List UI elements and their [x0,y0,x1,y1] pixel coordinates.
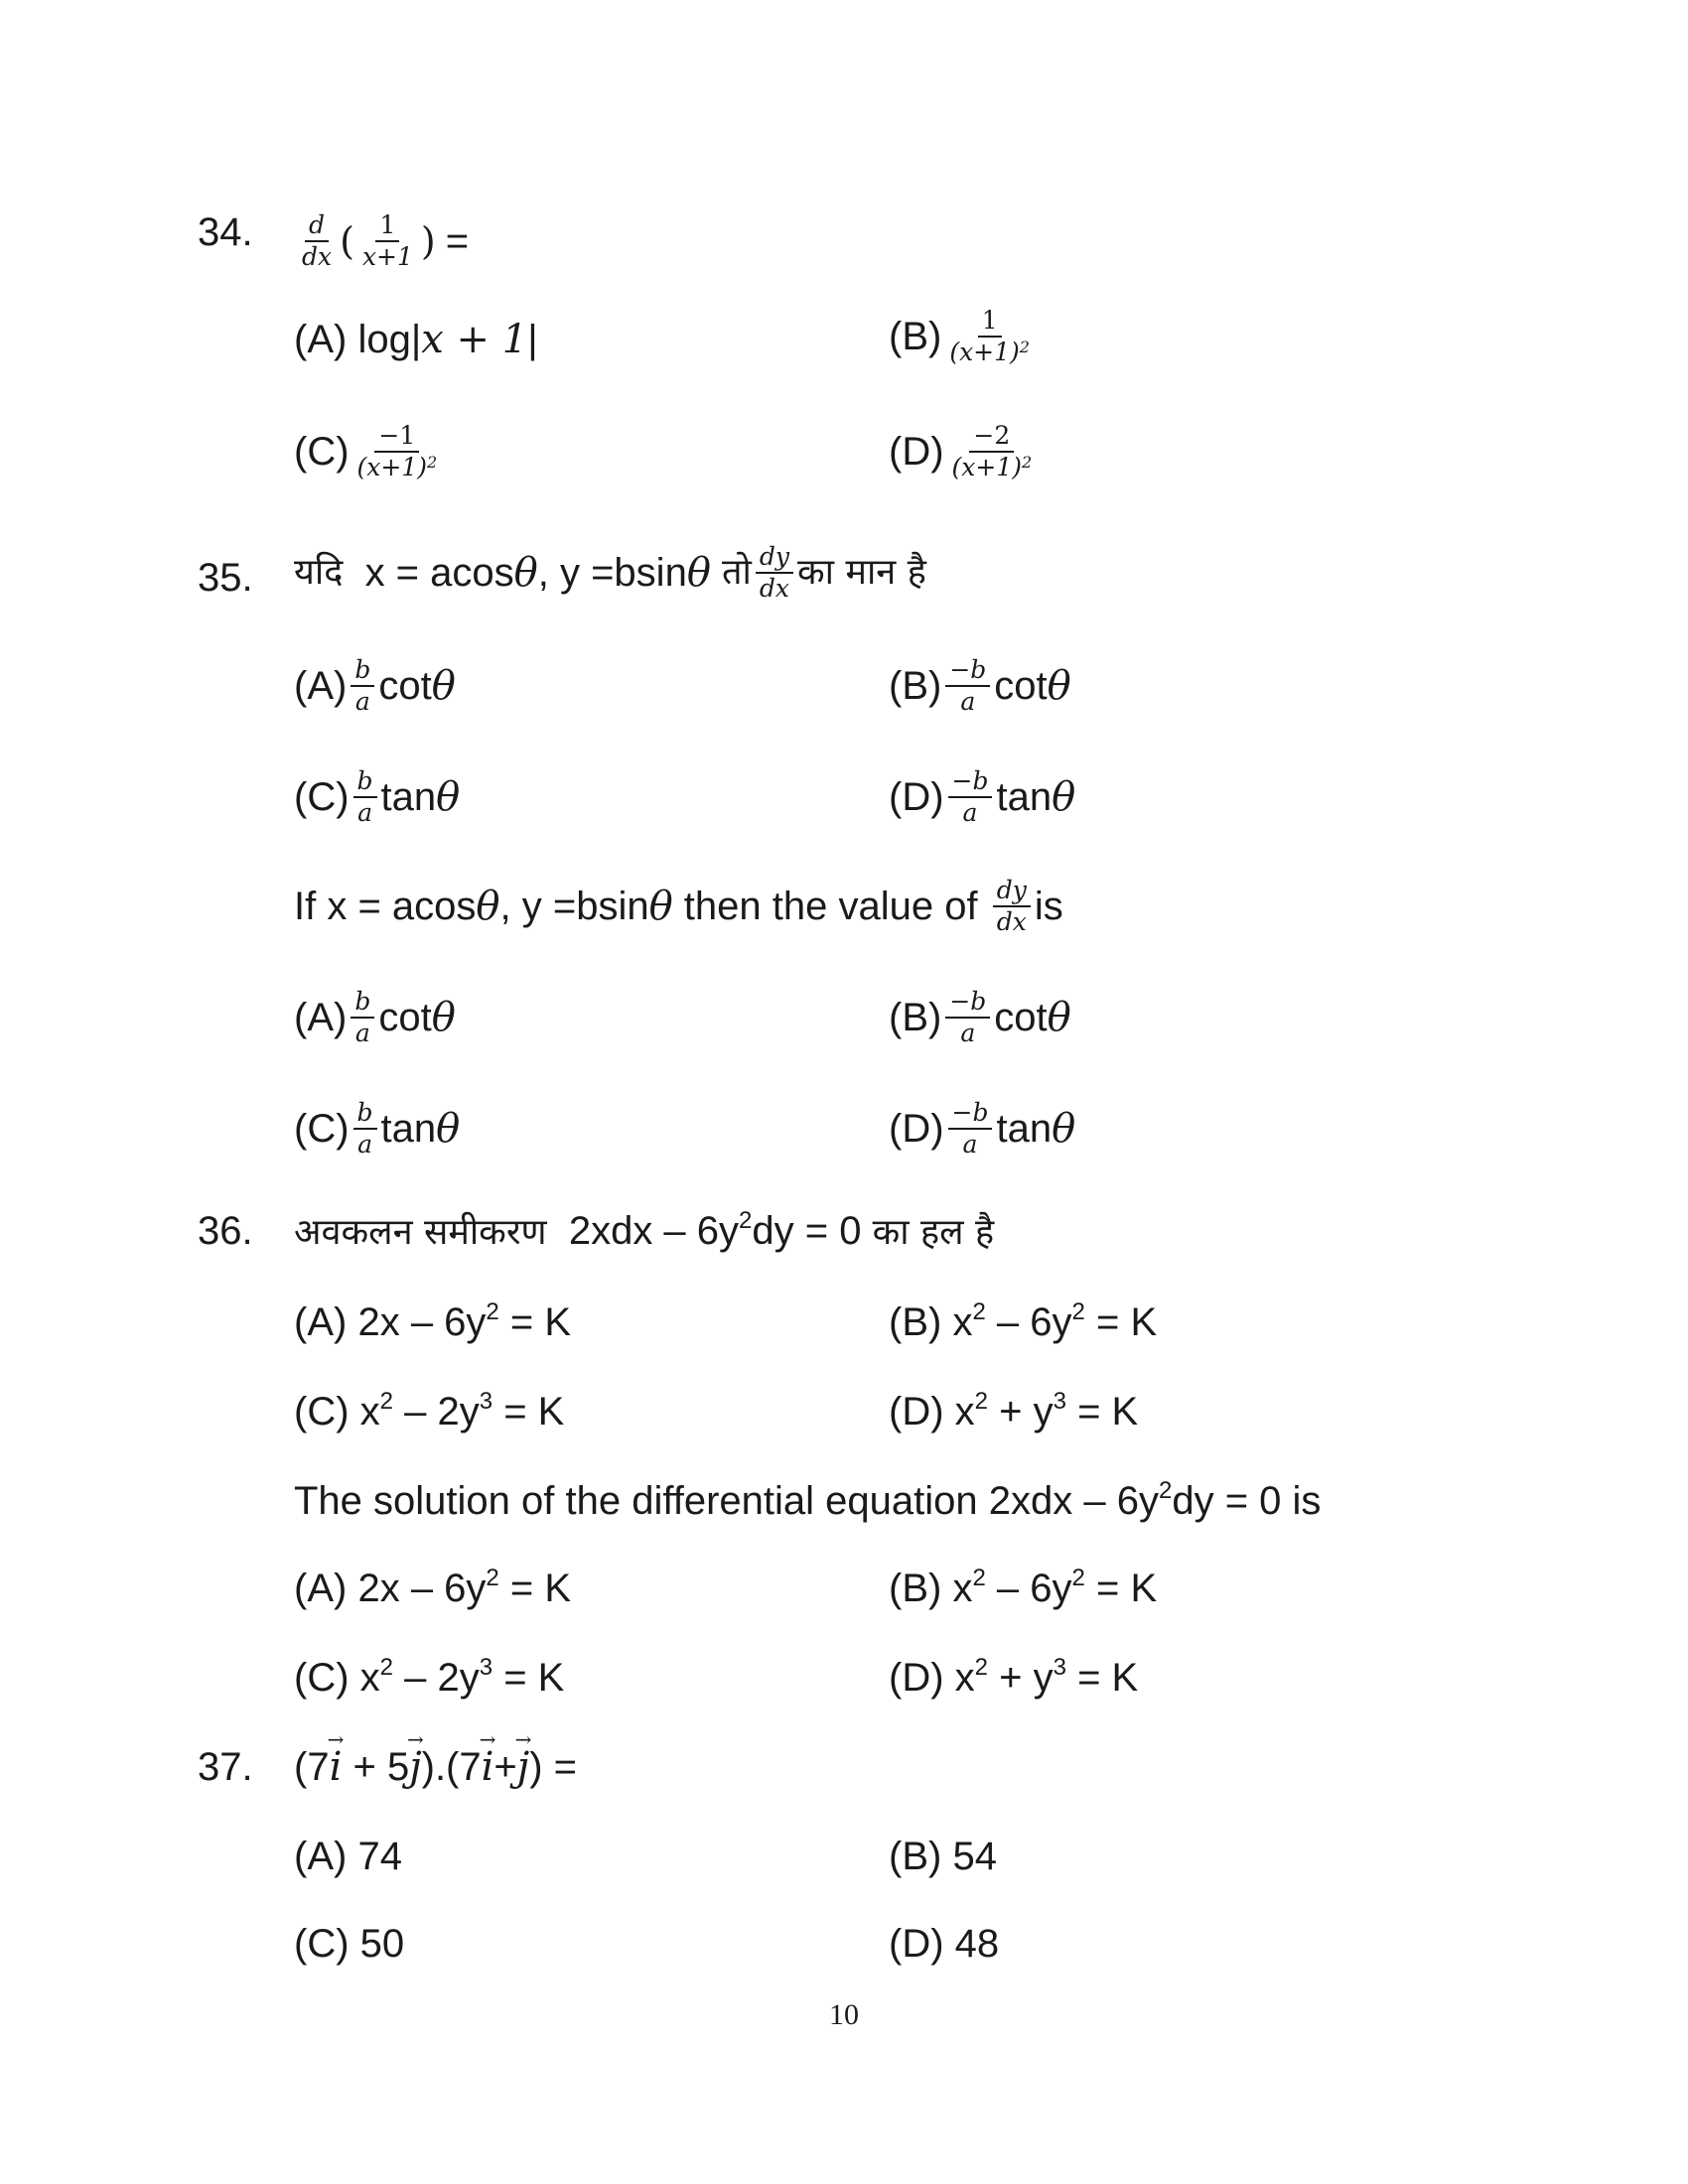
option-d[interactable]: (D) 48 [889,1922,1000,1966]
option-d[interactable]: (D) $\frac{-b}{a}$ tan θ [889,766,1076,828]
unit-vector-j: → j [517,1747,529,1787]
option-c[interactable]: (C) $x^2 - 2y^3 = K$ [294,1654,565,1700]
option-b[interactable]: (B) $x^2 - 6y^2 = K$ [889,1565,1158,1610]
question-stem: $\frac{d}{dx}$ ( $\frac{1}{x+1}$ ) = [294,201,469,271]
question-number: 35. [198,556,253,600]
option-b[interactable]: (B) $x^2 - 6y^2 = K$ [889,1298,1158,1344]
option-d[interactable]: (D) $x^2 + y^3 = K$ [889,1388,1139,1433]
page-number: 10 [829,1998,859,2031]
option-c[interactable]: (C) $\frac{b}{a}$ tan θ [294,766,461,828]
question-stem-english: If x = acos θ , y =bsin θ then the value of $\frac{dy}{dx}$ is [294,876,1063,937]
unit-vector-i: → i [330,1747,343,1787]
question-number: 37. [198,1745,253,1789]
option-a[interactable]: (A) $\frac{b}{a}$ cot θ [294,655,456,717]
question-stem: (7→ i + 5→ j).(7→ i+→ j) = [294,1747,577,1787]
option-d[interactable]: (D) $\frac{-b}{a}$ tan θ [889,1098,1076,1160]
question-number: 36. [198,1209,253,1253]
option-c[interactable]: (C) 50 [294,1922,405,1966]
option-b[interactable]: (B) $\frac{-b}{a}$ cot θ [889,655,1071,717]
unit-vector-j: → j [409,1747,421,1787]
unit-vector-i: → i [482,1747,494,1787]
option-a[interactable]: (A) log| x + 1 | [294,317,538,362]
option-a[interactable]: (A) $2x - 6y^2 = K$ [294,1565,572,1610]
question-stem-hindi: यदि x = acos θ , y =bsin θ तो $\frac{dy}{dx}$ का मान है [294,542,926,604]
option-d[interactable]: (D) $x^2 + y^3 = K$ [889,1654,1139,1700]
option-c[interactable]: (C) $\frac{b}{a}$ tan θ [294,1098,461,1160]
option-b[interactable]: (B) 54 [889,1835,997,1878]
question-number: 34. [198,210,253,254]
option-b[interactable]: (B) $\frac{1}{(x+1)^2}$ [889,306,1030,367]
option-c[interactable]: (C) $x^2 - 2y^3 = K$ [294,1388,565,1433]
option-c[interactable]: (C) $\frac{-1}{(x+1)^2}$ [294,421,438,482]
option-a[interactable]: (A) 74 [294,1835,402,1878]
question-stem-english: The solution of the differential equation $2xdx - 6y^2dy = 0$ is [294,1477,1322,1523]
option-a[interactable]: (A) $2x - 6y^2 = K$ [294,1298,572,1344]
option-d[interactable]: (D) $\frac{-2}{(x+1)^2}$ [889,421,1033,482]
derivative-operator: $\frac{d}{dx}$ [302,210,333,272]
option-a[interactable]: (A) $\frac{b}{a}$ cot θ [294,987,456,1048]
question-stem-hindi: अवकलन समीकरण $2xdx - 6y^2dy = 0$ का हल है [294,1207,995,1253]
option-b[interactable]: (B) $\frac{-b}{a}$ cot θ [889,987,1071,1048]
